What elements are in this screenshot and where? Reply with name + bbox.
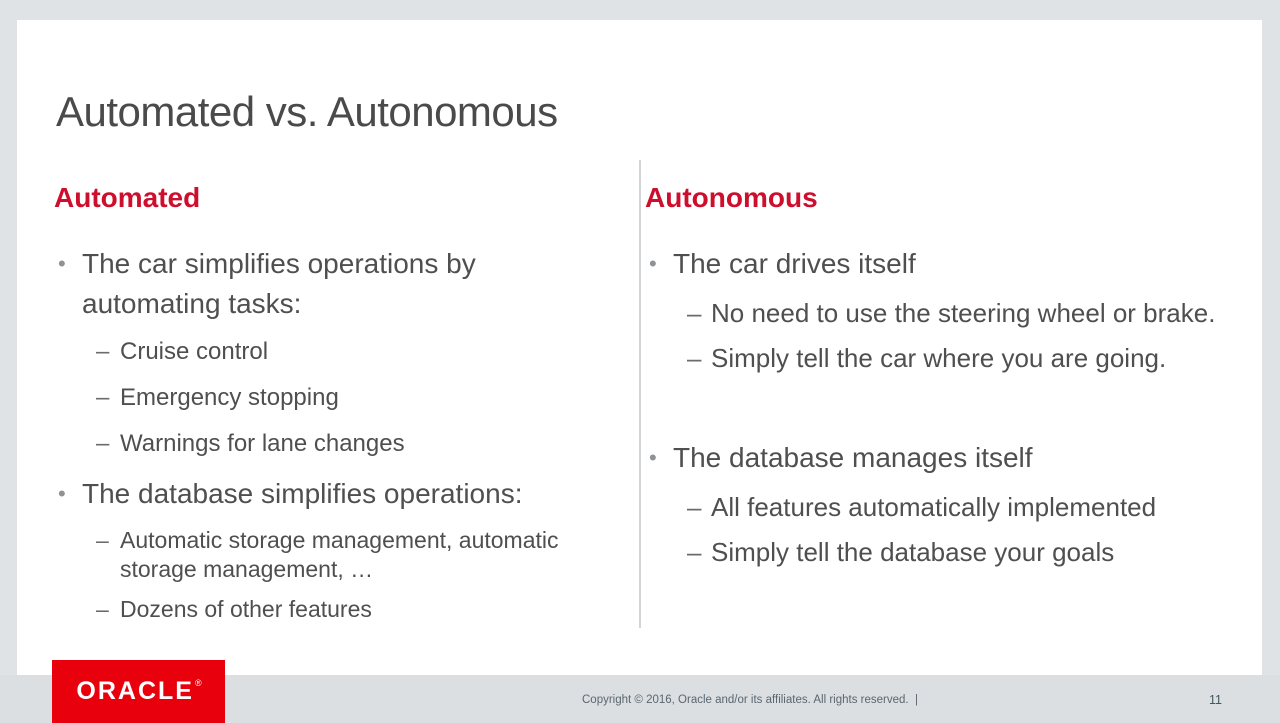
column-heading-autonomous: Autonomous bbox=[645, 182, 818, 213]
dash-icon: – bbox=[687, 297, 702, 328]
bullet-item bbox=[645, 438, 1225, 478]
sub-bullet-text: All features automatically implemented bbox=[711, 491, 1157, 522]
sub-bullet-text: Dozens of other features bbox=[120, 596, 372, 623]
bullet-text: The database manages itself bbox=[673, 441, 1033, 473]
dash-icon: – bbox=[96, 596, 109, 623]
dash-icon: – bbox=[687, 537, 702, 568]
sub-bullet-text: Simply tell the car where you are going. bbox=[711, 343, 1167, 374]
column-autonomous bbox=[645, 182, 1225, 581]
sub-bullet-group bbox=[687, 490, 1225, 570]
bullet-text: The car simplifies operations by automating tasks: bbox=[82, 248, 476, 319]
dash-icon: – bbox=[96, 337, 110, 365]
sub-bullet-text: No need to use the steering wheel or brake. bbox=[711, 297, 1216, 328]
bullet-dot-icon: • bbox=[58, 251, 66, 276]
sub-bullet-group bbox=[96, 526, 616, 624]
sub-bullet-item bbox=[687, 535, 1225, 570]
column-automated bbox=[54, 182, 616, 636]
sub-bullet-group bbox=[687, 296, 1225, 376]
sub-bullet-group bbox=[96, 336, 616, 460]
page-number: 11 bbox=[1209, 693, 1222, 707]
bullet-text: The database simplifies operations: bbox=[82, 478, 523, 510]
sub-bullet-item bbox=[96, 428, 616, 459]
dash-icon: – bbox=[687, 343, 702, 374]
sub-bullet-item bbox=[687, 490, 1225, 525]
dash-icon: – bbox=[687, 491, 702, 522]
bullet-item bbox=[54, 244, 616, 324]
sub-bullet-text: Simply tell the database your goals bbox=[711, 537, 1115, 568]
bullet-item bbox=[645, 244, 1225, 284]
dash-icon: – bbox=[96, 383, 110, 411]
sub-bullet-item bbox=[96, 336, 616, 367]
sub-bullet-text: Emergency stopping bbox=[120, 383, 339, 411]
column-heading-automated: Automated bbox=[54, 182, 201, 213]
bullet-dot-icon: • bbox=[649, 251, 657, 276]
sub-bullet-item bbox=[96, 526, 616, 584]
sub-bullet-item bbox=[687, 296, 1225, 331]
sub-bullet-item bbox=[96, 382, 616, 413]
oracle-logo bbox=[52, 660, 225, 723]
column-divider bbox=[639, 160, 641, 628]
dash-icon: – bbox=[96, 526, 109, 553]
sub-bullet-item bbox=[96, 595, 616, 624]
sub-bullet-text: Cruise control bbox=[120, 337, 269, 365]
bullet-text: The car drives itself bbox=[673, 248, 916, 279]
copyright-text: Copyright © 2016, Oracle and/or its affiliates. All rights reserved. | bbox=[582, 694, 918, 706]
bullet-item bbox=[54, 474, 616, 514]
bullet-dot-icon: • bbox=[58, 481, 66, 507]
dash-icon: – bbox=[96, 429, 110, 457]
registered-trademark-icon: ® bbox=[194, 677, 202, 688]
slide-title: Automated vs. Autonomous bbox=[56, 88, 558, 135]
bullet-dot-icon: • bbox=[649, 444, 657, 470]
sub-bullet-text: Automatic storage management, automatic storage management, … bbox=[120, 526, 559, 582]
sub-bullet-item bbox=[687, 341, 1225, 376]
slide-canvas bbox=[17, 20, 1262, 675]
sub-bullet-text: Warnings for lane changes bbox=[120, 429, 405, 457]
oracle-logo-text: ORACLE bbox=[76, 677, 194, 705]
